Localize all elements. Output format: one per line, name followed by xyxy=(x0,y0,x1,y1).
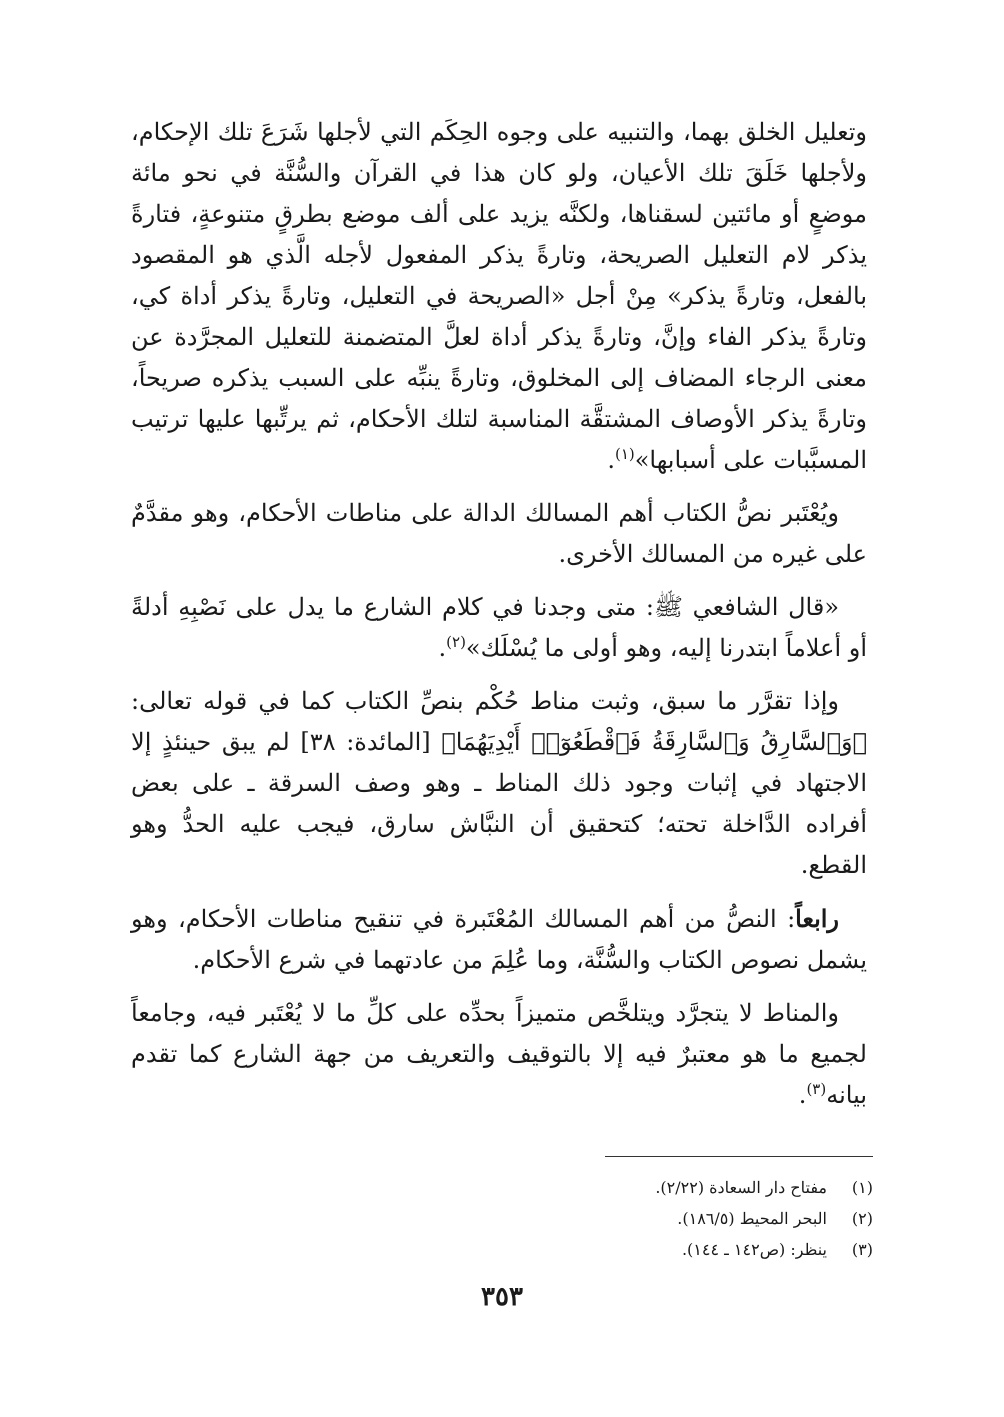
footnote-1 xyxy=(137,1172,873,1203)
paragraph-1-text: وتعليل الخلق بهما، والتنبيه على وجوه الحِكَم التي لأجلها شَرَعَ تلك الإحكام، ولأجلها خَلَقَ تلك الأعيان، ولو كان هذا في القرآن والسُّنَّة في نحو مائة موضعٍ أو مائتين لسقناها، ولكنَّه يزيد على ألف موضع بطرقٍ متنوعةٍ، فتارةً يذكر لام التعليل الصريحة، وتارةً يذكر المفعول لأجله الَّذي هو المقصود بالفعل، وتارةً يذكر» مِنْ أجل «الصريحة في التعليل، وتارةً يذكر أداة كي، وتارةً يذكر الفاء وإنَّ، وتارةً يذكر أداة لعلَّ المتضمنة للتعليل المجرَّدة عن معنى الرجاء المضاف إلى المخلوق، وتارةً ينبِّه على السبب يذكره صريحاً، وتارةً يذكر الأوصاف المشتقَّة المناسبة لتلك الأحكام، ثم يرتِّبها عليها ترتيب المسبَّبات على أسبابها» xyxy=(131,118,867,474)
paragraph-1 xyxy=(131,112,867,481)
page-number: ٣٥٣ xyxy=(481,1282,523,1312)
footnote-ref-2: (٢) xyxy=(446,633,466,651)
footnote-ref-1: (١) xyxy=(614,445,635,463)
paragraph-4 xyxy=(131,681,867,886)
footnote-separator xyxy=(605,1156,873,1157)
paragraph-5-lead: رابعاً xyxy=(795,904,839,933)
paragraph-6 xyxy=(131,993,867,1116)
footnote-2-number: (٢) xyxy=(851,1209,873,1228)
paragraph-3-text: «قال الشافعي ﷺ: متى وجدنا في كلام الشارع ما يدل على نَصْبِهِ أدلةً أو أعلاماً ابتدرنا إليه، وهو أولى ما يُسْلَك» xyxy=(131,593,867,662)
paragraph-2-text: ويُعْتَبر نصُّ الكتاب أهم المسالك الدالة على مناطات الأحكام، وهو مقدَّمٌ على غيره من المسالك الأخرى. xyxy=(131,499,867,568)
footnote-3-number: (٣) xyxy=(851,1240,873,1259)
footnote-ref-3: (٣) xyxy=(806,1080,827,1098)
footnote-3 xyxy=(137,1234,873,1265)
paragraph-4-text: وإذا تقرَّر ما سبق، وثبت مناط حُكْم بنصِّ الكتاب كما في قوله تعالى: ﴿وَٱلسَّارِقُ وَٱلسَّارِقَةُ فَٱقْطَعُوٓا۟ أَيْدِيَهُمَا﴾ [المائدة: ٣٨] لم يبق حينئذٍ إلا الاجتهاد في إثبات وجود ذلك المناط ـ وهو وصف السرقة ـ على بعض أفراده الدَّاخلة تحته؛ كتحقيق أن النبَّاش سارق، فيجب عليه الحدُّ وهو القطع. xyxy=(131,687,867,879)
footnote-3-text: ينظر: (ص١٤٢ ـ ١٤٤). xyxy=(681,1240,827,1259)
paragraph-3-tail: . xyxy=(438,634,447,662)
footnote-1-text: مفتاح دار السعادة (٢/٢٢). xyxy=(655,1178,827,1197)
paragraph-5 xyxy=(131,898,867,981)
paragraph-6-tail: . xyxy=(798,1081,807,1109)
paragraph-5-text: : النصُّ من أهم المسالك المُعْتَبرة في تنقيح مناطات الأحكام، وهو يشمل نصوص الكتاب والسُّنَّة، وما عُلِمَ من عادتهما في شرع الأحكام. xyxy=(131,905,867,974)
paragraph-3 xyxy=(131,587,867,669)
paragraph-2 xyxy=(131,493,867,575)
footnote-2 xyxy=(137,1203,873,1234)
footnote-1-number: (١) xyxy=(851,1178,873,1197)
paragraph-1-tail: . xyxy=(607,446,615,474)
paragraph-6-text: والمناط لا يتجرَّد ويتلخَّص متميزاً بحدِّه على كلِّ ما لا يُعْتَبر فيه، وجامعاً لجميع ما هو معتبرٌ فيه إلا بالتوقيف والتعريف من جهة الشارع كما تقدم بيانه xyxy=(131,999,867,1109)
footnotes xyxy=(137,1172,873,1265)
footnote-2-text: البحر المحيط (١٨٦/٥). xyxy=(677,1209,827,1228)
main-text xyxy=(131,112,867,1128)
